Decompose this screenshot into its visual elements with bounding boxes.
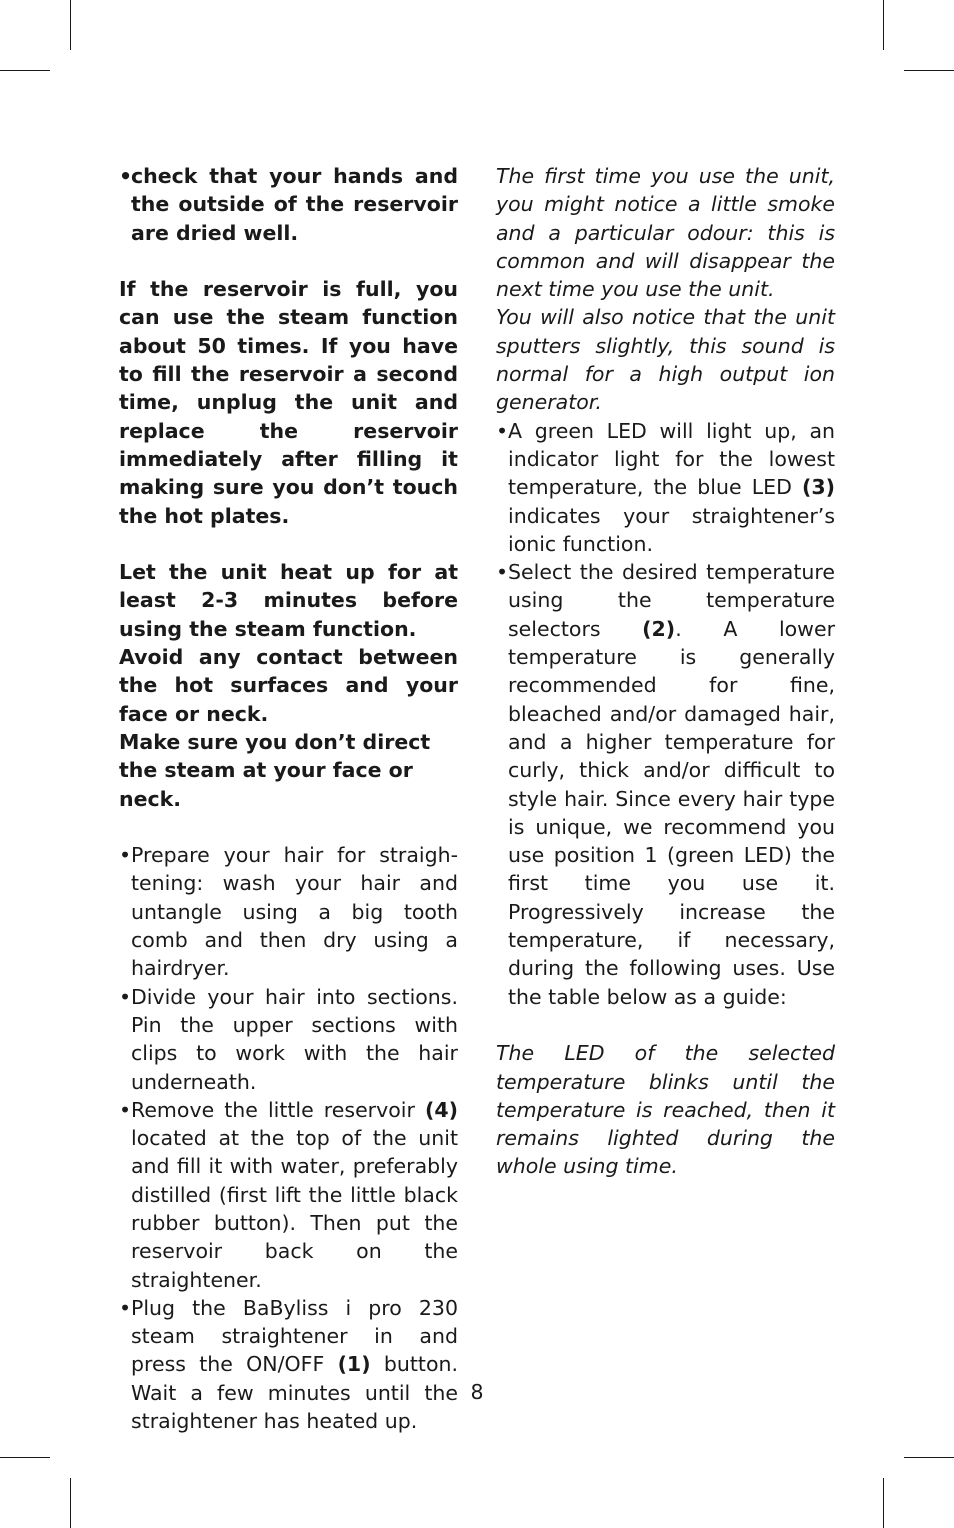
paragraph-reservoir-full: If the reservoir is full, you can use the steam function about 50 times. If you have to fill the reservoir a second time, unplug the unit and replace the reservoir immediately after filling it making sure you don’t touch the hot plates. — [119, 277, 458, 528]
bullet-green-led — [496, 417, 835, 558]
crop-mark-bottom-left-vertical — [70, 1478, 71, 1528]
reference-number: (3) — [801, 475, 835, 500]
bullet-text: Divide your hair into sections. Pin the upper sections with clips to work with the hair underneath. — [131, 984, 458, 1094]
bullet-dot: • — [119, 984, 132, 1009]
paragraph-led-blink: The LED of the selected temperature blinks until the temperature is reached, then it remains lighted during the whole using time. — [496, 1041, 835, 1179]
paragraph-avoid-contact: Avoid any contact between the hot surfaces and your face or neck. — [119, 645, 458, 726]
crop-mark-bottom-right-vertical — [883, 1478, 884, 1528]
bullet-prepare-hair — [119, 841, 458, 982]
bullet-text-end: . A lower temperature is generally recommended for fine, bleached and/or damaged hair, and a higher temperature for curly, thick and/or difficult to style hair. Since every hair type is unique, we recommend you use position 1 (green LED) the first time you use it. Progressively increase the temperature, if necessary, during the following uses. Use the table below as a guide: — [508, 616, 835, 1009]
right-column — [496, 162, 835, 1181]
bullet-dot: • — [119, 1097, 132, 1122]
bullet-plug-in — [119, 1294, 458, 1435]
bullet-dot: • — [119, 1295, 132, 1320]
bullet-text-start: Plug the BaByliss i pro 230 steam straightener in and press the ON/OFF — [131, 1295, 458, 1377]
bullet-text-end: indicates your straightener’s ionic function. — [508, 503, 835, 556]
bullet-dot: • — [496, 560, 509, 585]
paragraph-sputter: You will also notice that the unit sputters slightly, this sound is normal for a high output ion generator. — [496, 305, 835, 415]
bullet-select-temperature — [496, 558, 835, 1011]
crop-mark-top-left-vertical — [70, 0, 71, 50]
crop-mark-bottom-left-horizontal — [0, 1457, 50, 1458]
bullet-text: check that your hands and the outside of the reservoir are dried well. — [131, 164, 458, 245]
bullet-text-start: A green LED will light up, an indicator light for the lowest temperature, the blue LED — [508, 418, 835, 500]
bullet-text-start: Select the desired temperature using the temperature selectors — [508, 560, 835, 641]
bullet-divide-hair — [119, 983, 458, 1096]
paragraph-steam-direction: Make sure you don’t direct the steam at your face or neck. — [119, 729, 431, 811]
paragraph-heat-up: Let the unit heat up for at least 2-3 minutes before using the steam function. — [119, 560, 458, 641]
bullet-remove-reservoir — [119, 1096, 458, 1294]
page-number: 8 — [470, 1380, 484, 1404]
bullet-text-start: Remove the little reservoir — [131, 1097, 425, 1122]
crop-mark-top-left-horizontal — [0, 70, 50, 71]
crop-mark-top-right-horizontal — [904, 70, 954, 71]
crop-mark-bottom-right-horizontal — [904, 1457, 954, 1458]
bullet-dot: • — [119, 164, 133, 188]
reference-number: (1) — [337, 1352, 371, 1377]
bullet-dry-hands — [119, 162, 458, 247]
bullet-text: Prepare your hair for straigh-tening: wash your hair and untangle using a big tooth comb and then dry using a hairdryer. — [131, 843, 458, 981]
paragraph-first-use: The first time you use the unit, you might notice a little smoke and a particular odour: this is common and will disappear the next time you use the unit. — [496, 164, 835, 302]
reference-number: (4) — [424, 1097, 458, 1122]
bullet-text-end: located at the top of the unit and fill it with water, preferably distilled (first lift the little black rubber button). Then put the reservoir back on the straightener. — [131, 1126, 458, 1292]
reference-number: (2) — [642, 616, 676, 641]
left-column — [119, 162, 458, 1435]
bullet-dot: • — [119, 843, 132, 868]
bullet-text-end: button. Wait a few minutes until the straightener has heated up. — [131, 1352, 458, 1434]
bullet-dot: • — [496, 418, 509, 443]
crop-mark-top-right-vertical — [883, 0, 884, 50]
